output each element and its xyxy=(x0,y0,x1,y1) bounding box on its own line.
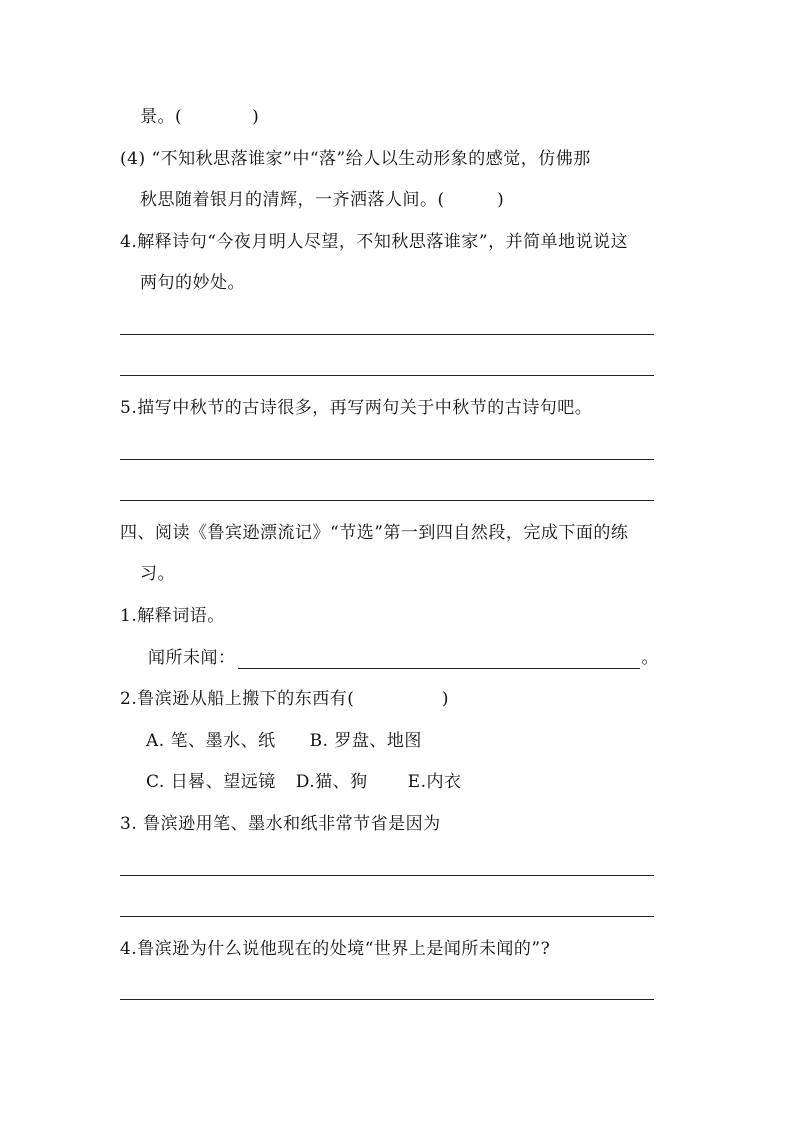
option-d: D.猫、狗 xyxy=(295,772,368,792)
section-4-question-2-options-row2 xyxy=(146,771,461,793)
section-4-question-4: 4.鲁滨逊为什么说他现在的处境“世界上是闻所未闻的”? xyxy=(120,939,551,959)
answer-line[interactable] xyxy=(238,668,640,669)
section-4-question-3: 3. 鲁滨逊用笔、墨水和纸非常节省是因为 xyxy=(120,814,441,834)
question-3-4-line1: (4) “不知秋思落谁家”中“落”给人以生动形象的感觉，仿佛那 xyxy=(120,149,591,169)
answer-line[interactable] xyxy=(120,459,654,460)
question-4-line1: 4.解释诗句“今夜月明人尽望，不知秋思落谁家”，并简单地说说这 xyxy=(120,232,629,252)
question-3-4-line2: 秋思随着银月的清辉，一齐洒落人间。( ) xyxy=(140,190,505,210)
section-4-heading-line1: 四、阅读《鲁宾逊漂流记》“节选”第一到四自然段，完成下面的练 xyxy=(120,523,629,543)
option-a: A. 笔、墨水、纸 xyxy=(146,731,276,751)
answer-line[interactable] xyxy=(120,999,654,1000)
question-5: 5.描写中秋节的古诗很多，再写两句关于中秋节的古诗句吧。 xyxy=(120,398,593,418)
option-e: E.内衣 xyxy=(407,772,462,792)
section-4-question-2: 2.鲁滨逊从船上搬下的东西有( ) xyxy=(120,689,449,709)
answer-line[interactable] xyxy=(120,916,654,917)
option-b: B. 罗盘、地图 xyxy=(309,731,422,751)
question-4-line2: 两句的妙处。 xyxy=(140,273,245,293)
answer-line[interactable] xyxy=(120,375,654,376)
answer-line[interactable] xyxy=(120,500,654,501)
option-c: C. 日晷、望远镜 xyxy=(146,772,276,792)
section-4-question-1-answer-row xyxy=(148,647,659,669)
section-4-question-1: 1.解释词语。 xyxy=(120,606,225,626)
period: 。 xyxy=(641,648,659,668)
answer-line[interactable] xyxy=(120,334,654,335)
question-3-3-continuation: 景。( ) xyxy=(140,107,260,127)
term-label: 闻所未闻： xyxy=(148,648,236,668)
section-4-question-2-options-row1 xyxy=(146,730,422,752)
section-4-heading-line2: 习。 xyxy=(140,564,175,584)
answer-line[interactable] xyxy=(120,875,654,876)
